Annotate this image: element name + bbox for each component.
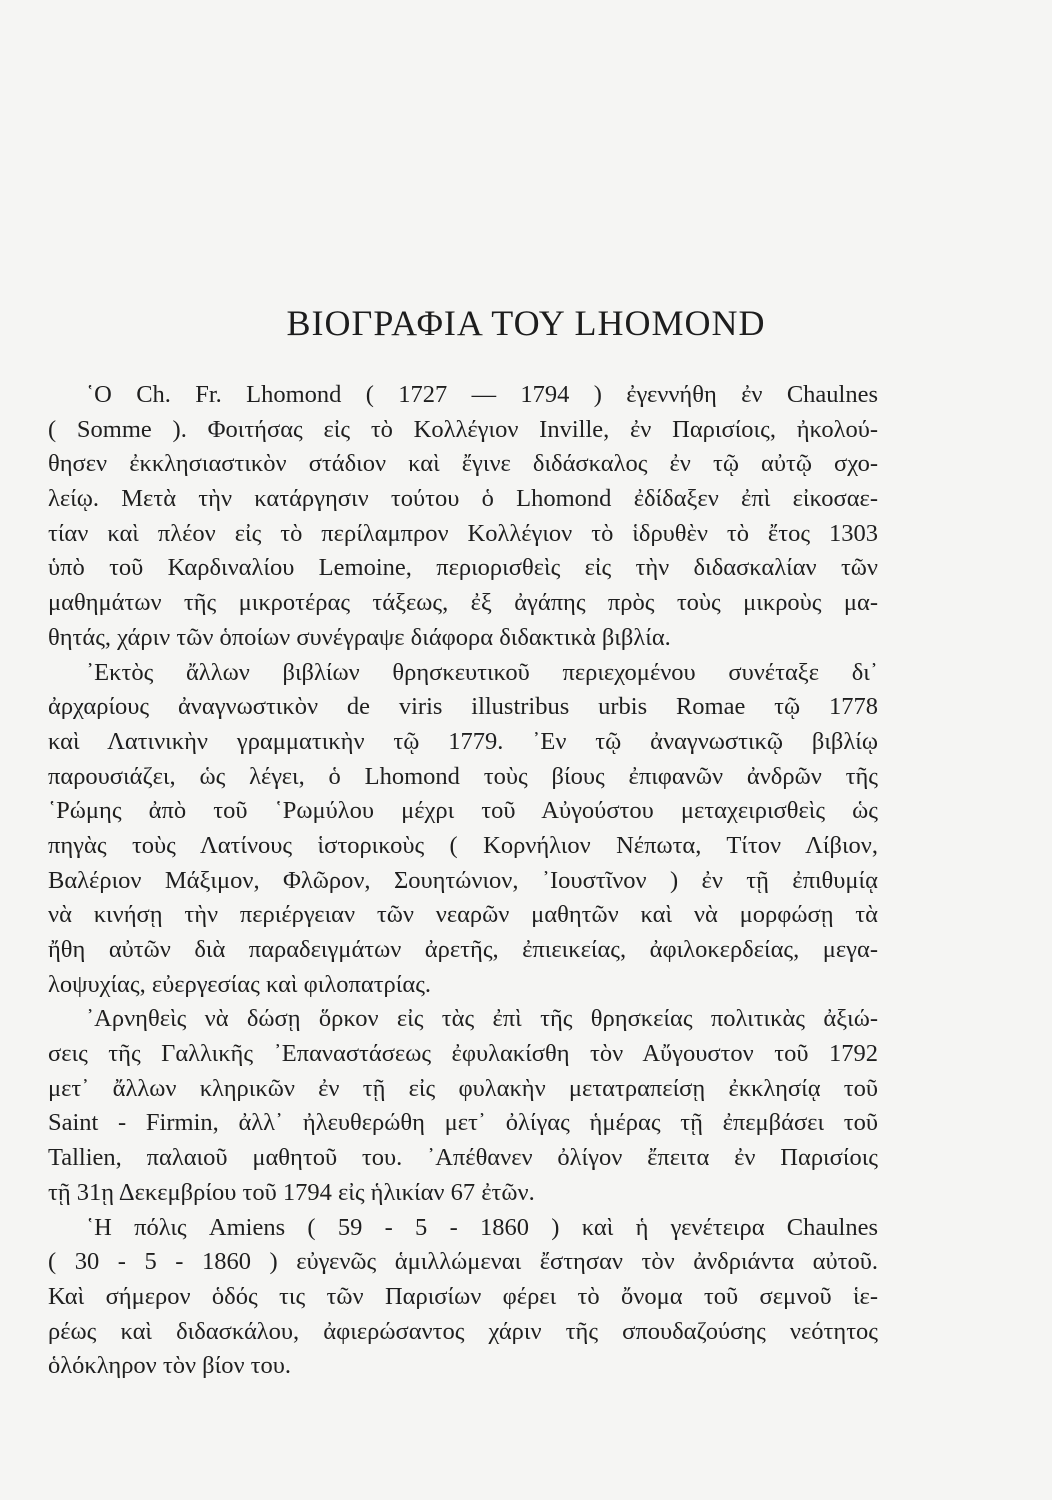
text-line: μαθημάτων τῆς μικροτέρας τάξεως, ἐξ ἀγάπης πρὸς τοὺς μικροὺς μα- [48,589,878,617]
text-line: θητάς, χάριν τῶν ὁποίων συνέγραψε διάφορα διδακτικὰ βιβλία. [48,623,671,651]
text-line: ( 30 - 5 - 1860 ) εὐγενῶς ἁμιλλώμεναι ἔστησαν τὸν ἀνδριάντα αὐτοῦ. [48,1248,878,1276]
text-line: ῾Ρώμης ἀπὸ τοῦ ῾Ρωμύλου μέχρι τοῦ Αὐγούστου μεταχειρισθεὶς ὡς [48,797,878,825]
text-line: ὑπὸ τοῦ Καρδιναλίου Lemoine, περιορισθεὶς εἰς τὴν διδασκαλίαν τῶν [48,554,878,582]
text-line: λείῳ. Μετὰ τὴν κατάργησιν τούτου ὁ Lhomond ἐδίδαξεν ἐπὶ εἰκοσαε- [48,485,878,513]
text-line: ῾Η πόλις Amiens ( 59 - 5 - 1860 ) καὶ ἡ γενέτειρα Chaulnes [86,1213,878,1241]
page-title: ΒΙΟΓΡΑΦΙΑ ΤΟΥ LHOMOND [286,303,766,343]
text-line: τῇ 31ῃ Δεκεμβρίου τοῦ 1794 εἰς ἡλικίαν 67 ἐτῶν. [48,1178,535,1206]
body-text [48,378,878,1384]
text-line: ἀρχαρίους ἀναγνωστικὸν de viris illustribus urbis Romae τῷ 1778 [48,693,878,721]
text-line: νὰ κινήσῃ τὴν περιέργειαν τῶν νεαρῶν μαθητῶν καὶ νὰ μορφώσῃ τὰ [48,901,878,929]
text-line: ὁλόκληρον τὸν βίον του. [48,1352,292,1380]
text-line: Saint - Firmin, ἀλλ᾿ ἠλευθερώθη μετ᾿ ὀλίγας ἡμέρας τῇ ἐπεμβάσει τοῦ [48,1109,878,1137]
text-line: καὶ Λατινικὴν γραμματικὴν τῷ 1779. ᾿Εν τῷ ἀναγνωστικῷ βιβλίῳ [48,727,878,755]
text-line: Καὶ σήμερον ὁδός τις τῶν Παρισίων φέρει τὸ ὄνομα τοῦ σεμνοῦ ἱε- [48,1282,878,1310]
text-line: μετ᾿ ἄλλων κληρικῶν ἐν τῇ εἰς φυλακὴν μετατραπείσῃ ἐκκλησίᾳ τοῦ [48,1074,878,1102]
text-line: τίαν καὶ πλέον εἰς τὸ περίλαμπρον Κολλέγιον τὸ ἱδρυθὲν τὸ ἔτος 1303 [48,519,878,547]
text-line: θησεν ἐκκλησιαστικὸν στάδιον καὶ ἔγινε διδάσκαλος ἐν τῷ αὐτῷ σχο- [48,450,878,478]
text-line: λοψυχίας, εὐεργεσίας καὶ φιλοπατρίας. [48,970,432,998]
text-line: Βαλέριον Μάξιμον, Φλῶρον, Σουητώνιον, ᾿Ιουστῖνον ) ἐν τῇ ἐπιθυμίᾳ [48,866,878,894]
text-line: πηγὰς τοὺς Λατίνους ἱστορικοὺς ( Κορνήλιον Νέπωτα, Τίτον Λίβιον, [48,831,878,859]
text-line: ῾Ο Ch. Fr. Lhomond ( 1727 — 1794 ) ἐγεννήθη ἐν Chaulnes [86,381,878,408]
text-line: ( Somme ). Φοιτήσας εἰς τὸ Κολλέγιον Inville, ἐν Παρισίοις, ἠκολού- [48,415,878,443]
text-line: Tallien, παλαιοῦ μαθητοῦ του. ᾿Απέθανεν ὀλίγον ἔπειτα ἐν Παρισίοις [48,1144,878,1172]
text-line: ρέως καὶ διδασκάλου, ἀφιερώσαντος χάριν τῆς σπουδαζούσης νεότητος [48,1317,878,1345]
text-line: ἤθη αὐτῶν διὰ παραδειγμάτων ἀρετῆς, ἐπιεικείας, ἀφιλοκερδείας, μεγα- [48,936,878,963]
text-line: ᾿Εκτὸς ἄλλων βιβλίων θρησκευτικοῦ περιεχομένου συνέταξε δι᾿ [86,658,878,686]
text-line: σεις τῆς Γαλλικῆς ᾿Επαναστάσεως ἐφυλακίσθη τὸν Αὔγουστον τοῦ 1792 [48,1040,878,1068]
text-line: ᾿Αρνηθεὶς νὰ δώσῃ ὅρκον εἰς τὰς ἐπὶ τῆς θρησκείας πολιτικὰς ἀξιώ- [86,1005,878,1033]
text-line: παρουσιάζει, ὡς λέγει, ὁ Lhomond τοὺς βίους ἐπιφανῶν ἀνδρῶν τῆς [48,762,878,790]
